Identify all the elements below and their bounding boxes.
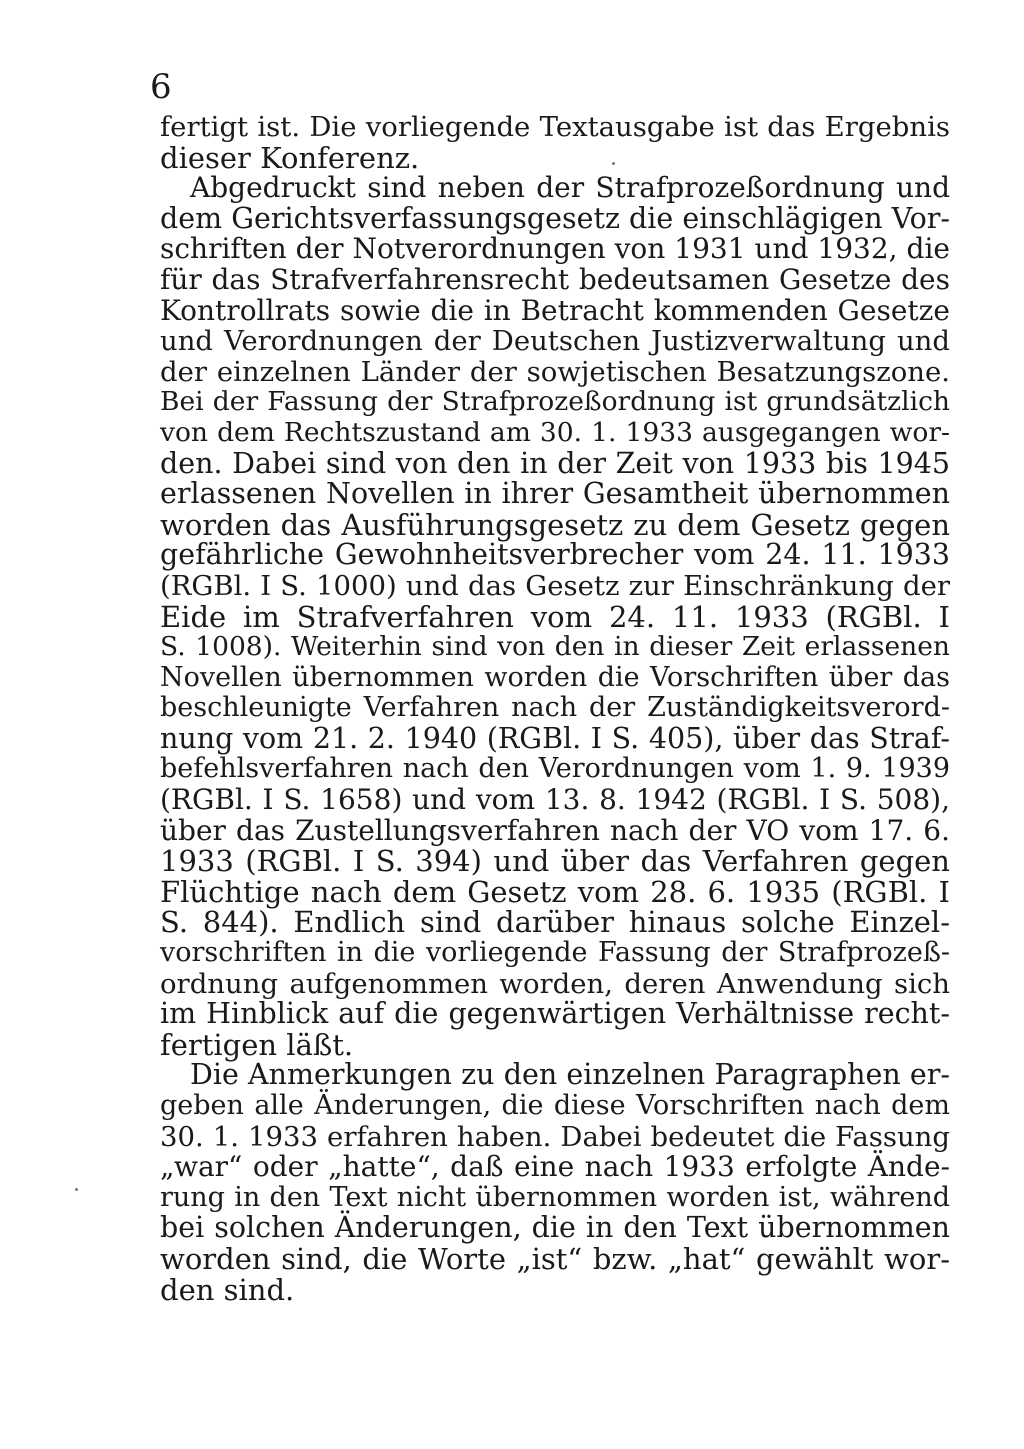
text-line: erlassenen Novellen in ihrer Gesamtheit übernommen [160, 477, 950, 511]
text-line: 30. 1. 1933 erfahren haben. Dabei bedeutet die Fassung [160, 1120, 950, 1153]
text-line: dieser Konferenz. [160, 140, 420, 175]
text-line: geben alle Änderungen, die diese Vorschriften nach dem [160, 1090, 950, 1121]
text-line: Bei der Fassung der Strafprozeßordnung ist grundsätzlich [160, 386, 950, 418]
text-line: Abgedruckt sind neben der Strafprozeßordnung und [190, 171, 950, 205]
text-line: fertigt ist. Die vorliegende Textausgabe ist das Ergebnis [160, 111, 950, 143]
text-line: (RGBl. I S. 1658) und vom 13. 8. 1942 (RGBl. I S. 508), [160, 783, 950, 817]
text-line: für das Strafverfahrensrecht bedeutsamen Gesetze des [160, 262, 950, 296]
text-line: von dem Rechtszustand am 30. 1. 1933 ausgegangen wor- [160, 416, 950, 448]
scan-speck [612, 162, 615, 165]
text-line: (RGBl. I S. 1000) und das Gesetz zur Einschränkung der [160, 569, 950, 602]
text-line: S. 844). Endlich sind darüber hinaus solche Einzel- [160, 905, 950, 940]
text-line: dem Gerichtsverfassungsgesetz die einschlägigen Vor- [160, 201, 950, 235]
text-line: worden das Ausführungsgesetz zu dem Gesetz gegen [160, 507, 950, 542]
text-line: und Verordnungen der Deutschen Justizverwaltung und [160, 325, 950, 358]
text-line: fertigen läßt. [160, 1027, 354, 1062]
text-line: ordnung aufgenommen worden, deren Anwendung sich [160, 967, 950, 1000]
text-line: Die Anmerkungen zu den einzelnen Paragraphen er- [190, 1058, 950, 1092]
text-line: Eide im Strafverfahren vom 24. 11. 1933 (RGBl. I [160, 599, 950, 634]
text-line: im Hinblick auf die gegenwärtigen Verhältnisse recht- [160, 997, 950, 1031]
text-line: „war“ oder „hatte“, daß eine nach 1933 erfolgte Ände- [160, 1150, 950, 1184]
text-line: worden sind, die Worte „ist“ bzw. „hat“ gewählt wor- [160, 1241, 950, 1276]
text-line: befehlsverfahren nach den Verordnungen vom 1. 9. 1939 [160, 753, 950, 785]
text-line: vorschriften in die vorliegende Fassung der Strafprozeß- [160, 937, 950, 969]
text-line: rung in den Text nicht übernommen worden ist, während [160, 1181, 950, 1213]
text-line: nung vom 21. 2. 1940 (RGBl. I S. 405), über das Straf- [160, 721, 950, 755]
text-line: Novellen übernommen worden die Vorschriften über das [160, 661, 950, 693]
page-number: 6 [150, 67, 172, 107]
text-line: Kontrollrats sowie die in Betracht kommenden Gesetze [160, 293, 950, 327]
scan-speck [75, 1188, 78, 1191]
text-line: über das Zustellungsverfahren nach der VO vom 17. 6. [160, 813, 950, 847]
text-line: bei solchen Änderungen, die in den Text übernommen [160, 1211, 950, 1245]
body-text [160, 112, 950, 1305]
text-line: Flüchtige nach dem Gesetz vom 28. 6. 1935 (RGBl. I [160, 874, 950, 909]
text-line: gefährliche Gewohnheitsverbrecher vom 24. 11. 1933 [160, 538, 950, 572]
text-line: beschleunigte Verfahren nach der Zuständigkeitsverord- [160, 692, 950, 724]
text-line: S. 1008). Weiterhin sind von den in dieser Zeit erlassenen [160, 631, 950, 663]
text-line: 1933 (RGBl. I S. 394) und über das Verfahren gegen [160, 844, 950, 879]
text-line: schriften der Notverordnungen von 1931 und 1932, die [160, 232, 950, 266]
text-line: den sind. [160, 1272, 295, 1307]
text-line: der einzelnen Länder der sowjetischen Besatzungszone. [160, 355, 950, 388]
text-line: den. Dabei sind von den in der Zeit von 1933 bis 1945 [160, 446, 950, 480]
